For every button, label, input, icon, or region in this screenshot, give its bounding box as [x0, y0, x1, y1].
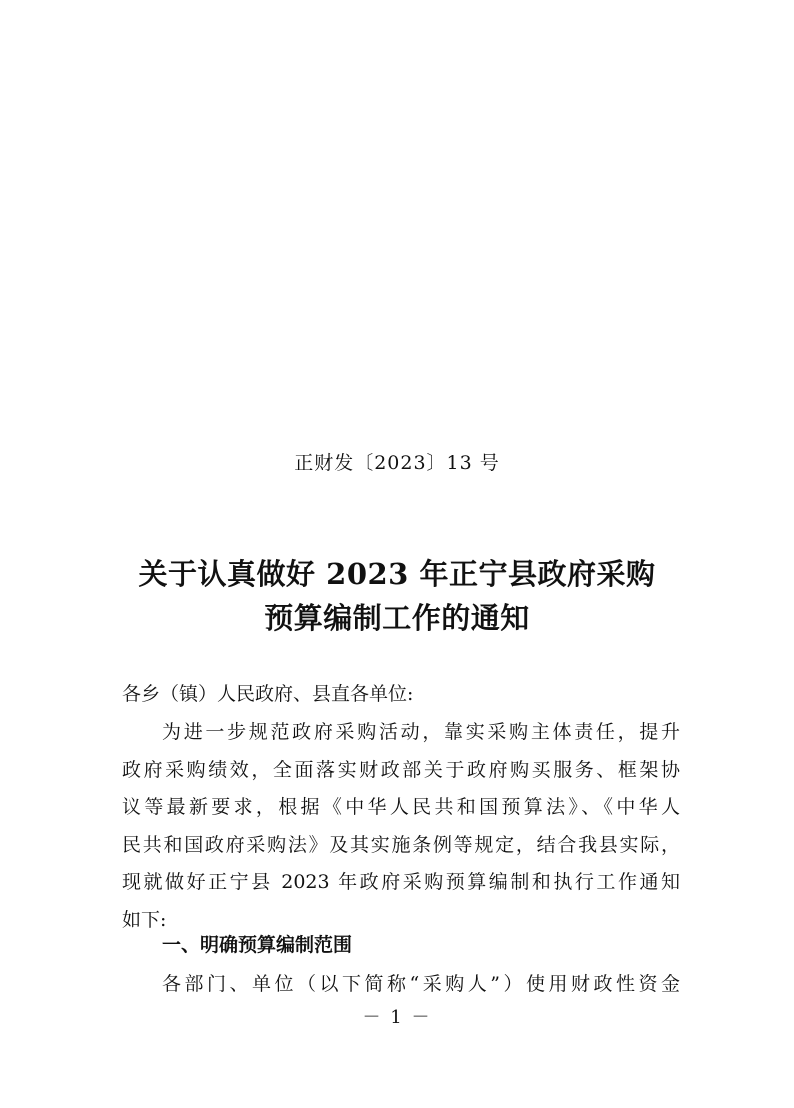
paragraph-line: 民共和国政府采购法》及其实施条例等规定，结合我县实际，	[122, 833, 680, 856]
title-line-2: 预算编制工作的通知	[264, 601, 530, 635]
paragraph-line: 政府采购绩效，全面落实财政部关于政府购买服务、框架协	[122, 758, 680, 781]
paragraph-line: 如下:	[122, 908, 167, 931]
paragraph-line: 议等最新要求，根据《中华人民共和国预算法》、《中华人	[122, 796, 680, 818]
section-heading-1: 一、明确预算编制范围	[162, 934, 353, 956]
paragraph-line: 为进一步规范政府采购活动，靠实采购主体责任，提升	[162, 721, 680, 743]
document-number: 正财发〔2023〕13 号	[294, 452, 500, 474]
page-number: － 1 －	[362, 1007, 432, 1028]
paragraph-line: 各部门、单位（以下简称“采购人”）使用财政性资金	[162, 973, 680, 995]
paragraph-line: 现就做好正宁县 2023 年政府采购预算编制和执行工作通知	[122, 871, 680, 893]
paragraph-2	[122, 966, 680, 1004]
salutation: 各乡（镇）人民政府、县直各单位:	[122, 683, 414, 705]
title-line-1: 关于认真做好 2023 年正宁县政府采购	[138, 557, 656, 591]
document-title	[0, 552, 794, 640]
paragraph-1	[122, 714, 680, 939]
